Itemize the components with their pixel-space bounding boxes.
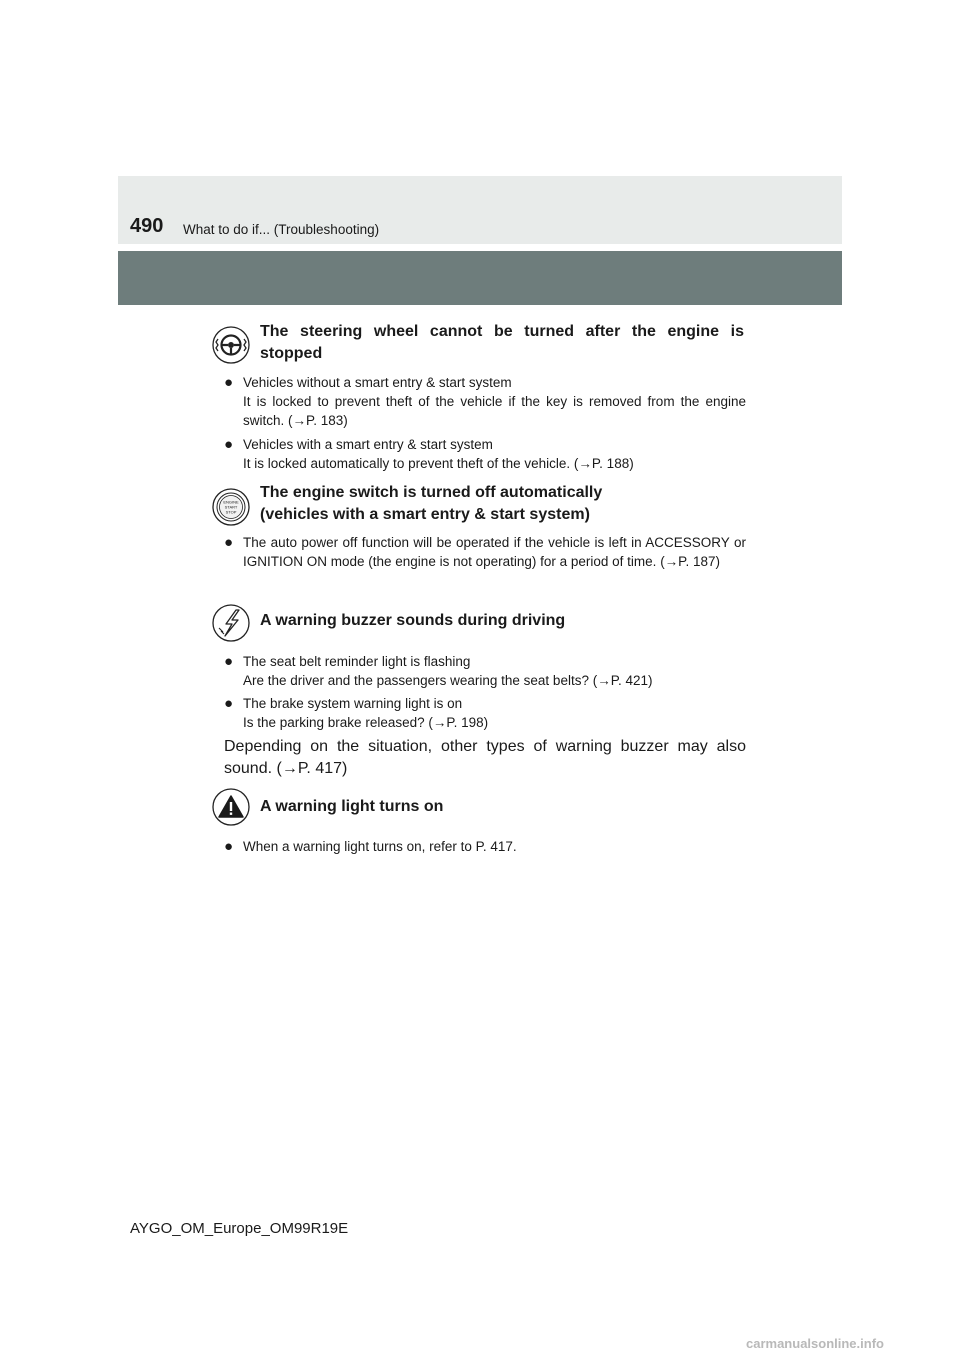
engine-switch-heading [260, 482, 744, 526]
steering-wheel-icon [212, 326, 250, 364]
document-code: AYGO_OM_Europe_OM99R19E [130, 1220, 349, 1237]
bullet-dot: ● [224, 436, 234, 453]
bullet-detail: It is locked automatically to prevent theft of the vehicle. (→P. 188) [243, 456, 634, 471]
bullet-title: The brake system warning light is on [243, 696, 463, 711]
bullet-dot: ● [224, 374, 234, 391]
warning-light-heading: A warning light turns on [260, 798, 444, 815]
engine-switch-heading-line1: The engine switch is turned off automatically [260, 484, 603, 501]
bullet-title: Vehicles without a smart entry & start system [243, 375, 512, 390]
bullet-detail: The auto power off function will be operated if the vehicle is left in ACCESSORY or IGNITION ON mode (the engine is not operating) for a period of time. (→P. 187) [243, 535, 746, 569]
title-bar [118, 251, 842, 305]
bullet-detail: When a warning light turns on, refer to P. 417. [243, 839, 517, 854]
stop-icon-text: STOP [225, 509, 237, 515]
engine-switch-heading-line2: (vehicles with a smart entry & start system) [260, 506, 590, 523]
buzzer-heading: A warning buzzer sounds during driving [260, 612, 566, 629]
page-number: 490 [130, 215, 164, 237]
bullet-dot: ● [224, 695, 234, 712]
steering-heading: The steering wheel cannot be turned after the engine is stopped [260, 323, 744, 362]
bullet-title: The seat belt reminder light is flashing [243, 654, 471, 669]
bullet-detail: It is locked to prevent theft of the vehicle if the key is removed from the engine switch. (→P. 183) [243, 394, 746, 428]
engine-icon-text: ENGINE [223, 499, 239, 505]
bullet-dot: ● [224, 838, 234, 855]
bullet-title: Vehicles with a smart entry & start system [243, 437, 493, 452]
warning-triangle-icon [212, 788, 250, 826]
section-title: What to do if... (Troubleshooting) [183, 222, 380, 237]
warning-buzzer-icon [212, 604, 250, 642]
start-icon-text: START [224, 504, 238, 510]
buzzer-body-text: Depending on the situation, other types of warning buzzer may also sound. (→P. 417) [224, 738, 746, 777]
engine-start-stop-icon [212, 488, 250, 526]
bullet-dot: ● [224, 653, 234, 670]
bullet-detail: Are the driver and the passengers wearing the seat belts? (→P. 421) [243, 673, 653, 688]
bullet-detail: Is the parking brake released? (→P. 198) [243, 715, 489, 730]
watermark: carmanualsonline.info [746, 1336, 884, 1351]
bullet-dot: ● [224, 534, 234, 551]
